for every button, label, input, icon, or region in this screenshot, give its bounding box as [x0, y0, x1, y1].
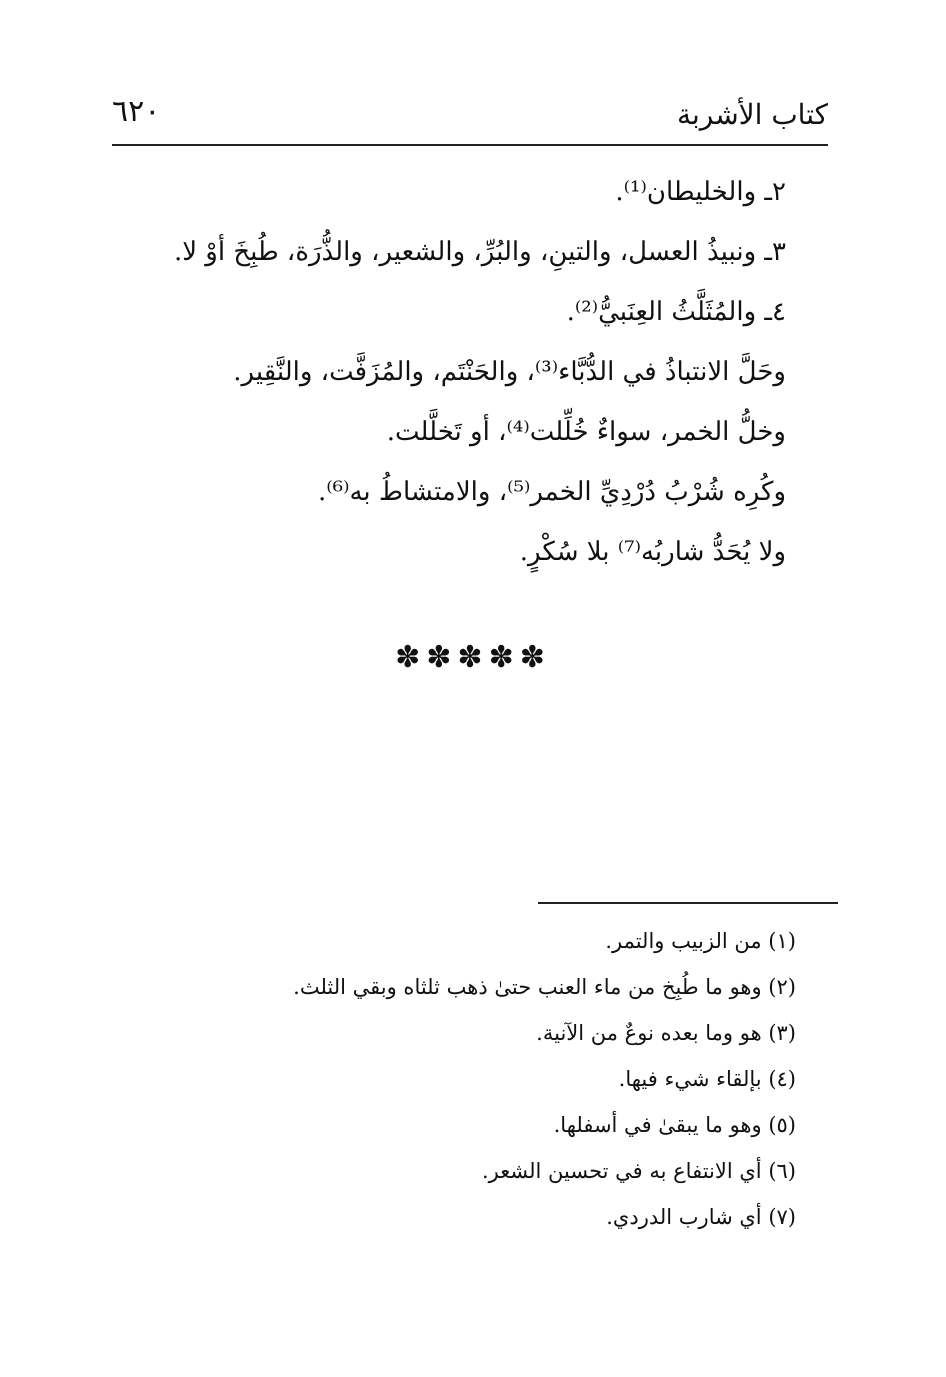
footnote-6: (٦) أي الانتفاع به في تحسين الشعر. — [481, 1159, 796, 1183]
text-line-item-4: ٤ـ والمُثَلَّثُ العِنَبيُّ⁽²⁾. — [566, 297, 786, 327]
running-title: كتاب الأشربة — [676, 98, 828, 131]
footnote-3: (٣) هو وما بعده نوعٌ من الآنية. — [536, 1021, 796, 1045]
page-number: ٦٢٠ — [112, 94, 161, 129]
footnote-4: (٤) بإلقاء شيء فيها. — [618, 1067, 796, 1091]
text-line-item-2: ٢ـ والخليطان⁽¹⁾. — [615, 177, 786, 207]
text-line-item-3: ٣ـ ونبيذُ العسل، والتينِ، والبُرِّ، والشعير، والذُّرَة، طُبِخَ أوْ لا. — [173, 237, 786, 267]
text-line-dregs: وكُرِه شُرْبُ دُرْدِيِّ الخمر⁽⁵⁾، والامتشاطُ به⁽⁶⁾. — [317, 477, 786, 507]
text-line-vinegar: وخلُّ الخمر، سواءٌ خُلِّلت⁽⁴⁾، أو تَخلَّلت. — [386, 417, 786, 447]
footnote-separator — [538, 902, 838, 904]
footnote-1: (١) من الزبيب والتمر. — [605, 929, 796, 953]
section-divider: ✽✽✽✽✽ — [395, 640, 551, 675]
footnotes — [236, 918, 796, 1240]
page-header — [112, 92, 828, 146]
text-line-vessels: وحَلَّ الانتباذُ في الدُّبَّاء⁽³⁾، والحَنْتَم، والمُزَفَّت، والنَّقِير. — [233, 357, 786, 387]
main-text — [126, 162, 786, 582]
footnote-2: (٢) وهو ما طُبِخ من ماء العنب حتىٰ ذهب ثلثاه وبقي الثلث. — [293, 975, 796, 999]
footnote-7: (٧) أي شارب الدردي. — [606, 1205, 796, 1229]
text-line-punishment: ولا يُحَدُّ شاربُه⁽⁷⁾ بلا سُكْرٍ. — [519, 537, 786, 567]
footnote-5: (٥) وهو ما يبقىٰ في أسفلها. — [553, 1113, 796, 1137]
